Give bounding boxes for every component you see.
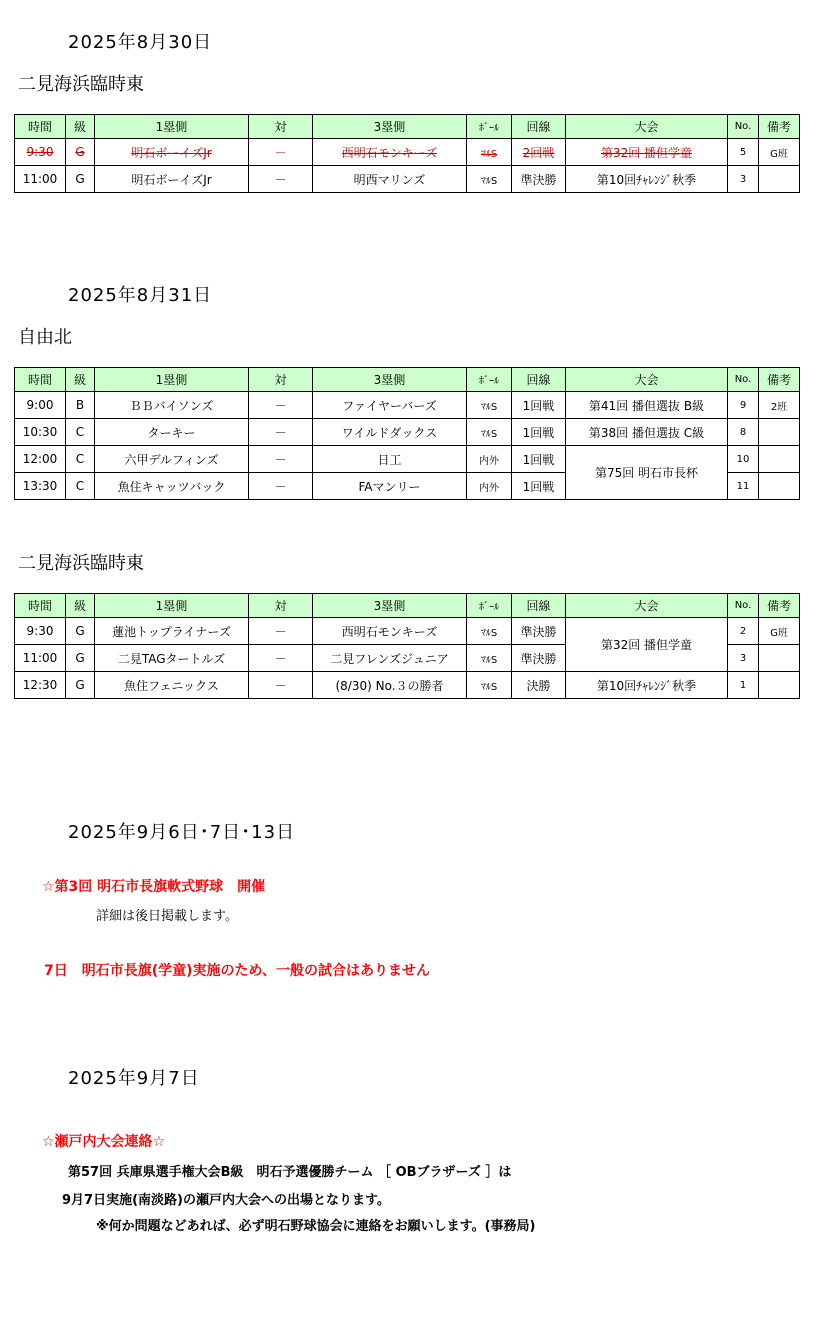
cell-third-base: 西明石モンキーズ — [341, 145, 438, 160]
header-round: 回線 — [512, 115, 566, 139]
cell-ball: ﾏﾙS — [467, 166, 512, 193]
date-heading: 2025年8月30日 — [68, 32, 213, 53]
setouchi-line-3: ※何か問題などあれば、必ず明石野球協会に連絡をお願いします。(事務局) — [96, 1219, 536, 1234]
header-third-base: 3塁側 — [313, 115, 467, 139]
header-ball: ﾎﾞｰﾙ — [467, 594, 512, 618]
venue-name: 二見海浜臨時東 — [18, 74, 144, 95]
schedule-table — [14, 593, 800, 699]
header-time: 時間 — [15, 115, 66, 139]
cell-third-base: ファイヤーバーズ — [313, 392, 467, 419]
table-row — [15, 419, 800, 446]
table-row — [15, 672, 800, 699]
cell-time: 9:30 — [15, 618, 66, 645]
header-vs: 対 — [249, 594, 313, 618]
cell-class: C — [66, 446, 95, 473]
cell-note: G班 — [770, 148, 788, 160]
cell-no: 9 — [728, 392, 759, 419]
cell-no: 2 — [728, 618, 759, 645]
cell-note — [759, 446, 800, 473]
table-header-row — [15, 594, 800, 618]
cell-note — [759, 473, 800, 500]
cell-round: 決勝 — [512, 672, 566, 699]
date-heading: 2025年8月31日 — [68, 285, 213, 306]
cell-no: 10 — [728, 446, 759, 473]
cell-ball: 内外 — [467, 473, 512, 500]
cell-ball: ﾏﾙS — [467, 672, 512, 699]
cell-round: 準決勝 — [512, 166, 566, 193]
table-header-row — [15, 115, 800, 139]
cell-round: 1回戦 — [512, 419, 566, 446]
cell-no: 3 — [728, 645, 759, 672]
cell-third-base: 明西マリンズ — [313, 166, 467, 193]
cell-time: 12:30 — [15, 672, 66, 699]
header-time: 時間 — [15, 594, 66, 618]
cell-note — [759, 166, 800, 193]
cell-round: 2回戦 — [522, 145, 555, 160]
table-row — [15, 166, 800, 193]
header-third-base: 3塁側 — [313, 594, 467, 618]
cell-vs: － — [249, 446, 313, 473]
header-tournament: 大会 — [566, 594, 728, 618]
cell-note — [759, 419, 800, 446]
header-vs: 対 — [249, 368, 313, 392]
cell-no: 1 — [728, 672, 759, 699]
cell-third-base: 二見フレンズジュニア — [313, 645, 467, 672]
cell-ball: ﾏﾙS — [467, 645, 512, 672]
header-note: 備考 — [759, 368, 800, 392]
header-note: 備考 — [759, 594, 800, 618]
cell-tournament: 第32回 播但学童 — [600, 145, 693, 160]
cell-class: B — [66, 392, 95, 419]
header-vs: 対 — [249, 115, 313, 139]
setouchi-line-1: 第57回 兵庫県選手権大会B級 明石予選優勝チーム ［ OBブラザーズ ］は — [68, 1165, 512, 1180]
cell-tournament: 第10回ﾁｬﾚﾝｼﾞ秋季 — [566, 166, 728, 193]
table-row — [15, 392, 800, 419]
date-heading: 2025年9月7日 — [68, 1068, 200, 1089]
cell-round: 1回戦 — [512, 446, 566, 473]
cell-first-base: 魚住キャッツバック — [95, 473, 249, 500]
header-time: 時間 — [15, 368, 66, 392]
cell-time: 13:30 — [15, 473, 66, 500]
cell-vs: － — [249, 166, 313, 193]
cell-class: C — [66, 419, 95, 446]
cell-round: 1回戦 — [512, 392, 566, 419]
cell-first-base: 魚住フェニックス — [95, 672, 249, 699]
venue-name: 二見海浜臨時東 — [18, 553, 144, 574]
setouchi-headline: ☆瀬戸内大会連絡☆ — [42, 1134, 166, 1150]
cell-vs: － — [249, 645, 313, 672]
cell-ball: ﾏﾙS — [467, 419, 512, 446]
cell-vs: － — [249, 672, 313, 699]
header-first-base: 1塁側 — [95, 115, 249, 139]
cell-time: 9:00 — [15, 392, 66, 419]
header-round: 回線 — [512, 594, 566, 618]
cell-vs: － — [274, 145, 287, 160]
header-no: No. — [728, 115, 759, 139]
venue-name: 自由北 — [18, 327, 72, 348]
cell-class: G — [75, 145, 85, 159]
cell-first-base: ターキー — [95, 419, 249, 446]
cell-tournament: 第32回 播但学童 — [566, 618, 728, 672]
cell-vs: － — [249, 419, 313, 446]
cell-ball: ﾏﾙS — [480, 148, 498, 160]
cell-ball: ﾏﾙS — [467, 618, 512, 645]
cell-tournament: 第41回 播但選抜 B級 — [566, 392, 728, 419]
cell-class: G — [66, 618, 95, 645]
cell-no: 3 — [728, 166, 759, 193]
cell-time: 12:00 — [15, 446, 66, 473]
schedule-table — [14, 114, 800, 193]
cell-first-base: 二見TAGタートルズ — [95, 645, 249, 672]
cell-class: G — [66, 645, 95, 672]
header-first-base: 1塁側 — [95, 594, 249, 618]
cell-ball: ﾏﾙS — [467, 392, 512, 419]
header-class: 級 — [66, 594, 95, 618]
cell-third-base: ワイルドダックス — [313, 419, 467, 446]
cell-vs: － — [249, 618, 313, 645]
cell-note: 2班 — [759, 392, 800, 419]
setouchi-line-2: 9月7日実施(南淡路)の瀬戸内大会への出場となります。 — [62, 1193, 390, 1208]
header-round: 回線 — [512, 368, 566, 392]
cell-round: 1回戦 — [512, 473, 566, 500]
header-first-base: 1塁側 — [95, 368, 249, 392]
cell-third-base: FAマンリー — [313, 473, 467, 500]
cell-time: 11:00 — [15, 166, 66, 193]
table-row — [15, 618, 800, 645]
event-detail: 詳細は後日掲載します。 — [96, 909, 238, 924]
header-no: No. — [728, 594, 759, 618]
cell-vs: － — [249, 392, 313, 419]
cell-third-base: 日工 — [313, 446, 467, 473]
header-no: No. — [728, 368, 759, 392]
header-class: 級 — [66, 115, 95, 139]
cell-time: 11:00 — [15, 645, 66, 672]
notice-text: 7日 明石市長旗(学童)実施のため、一般の試合はありません — [44, 963, 430, 979]
cell-first-base: 明石ボーイズJr — [95, 166, 249, 193]
date-heading: 2025年9月6日･7日･13日 — [68, 822, 296, 843]
cell-first-base: 蓮池トップライナーズ — [95, 618, 249, 645]
cell-round: 準決勝 — [512, 618, 566, 645]
schedule-table — [14, 367, 800, 500]
cell-note — [759, 672, 800, 699]
cell-note — [759, 645, 800, 672]
cell-vs: － — [249, 473, 313, 500]
cell-no: 11 — [728, 473, 759, 500]
header-ball: ﾎﾞｰﾙ — [467, 368, 512, 392]
cell-tournament: 第38回 播但選抜 C級 — [566, 419, 728, 446]
cell-no: 8 — [728, 419, 759, 446]
cell-time: 10:30 — [15, 419, 66, 446]
cell-class: G — [66, 166, 95, 193]
header-tournament: 大会 — [566, 115, 728, 139]
event-headline: ☆第3回 明石市長旗軟式野球 開催 — [42, 879, 266, 895]
cell-first-base: 六甲デルフィンズ — [95, 446, 249, 473]
table-row — [15, 446, 800, 473]
table-row-cancelled — [15, 139, 800, 166]
cell-no: 5 — [739, 146, 747, 158]
cell-time: 9:30 — [26, 145, 54, 159]
cell-first-base: 明石ボーイズJr — [131, 145, 212, 160]
cell-third-base: 西明石モンキーズ — [313, 618, 467, 645]
cell-round: 準決勝 — [512, 645, 566, 672]
cell-class: C — [66, 473, 95, 500]
cell-third-base: (8/30) No.３の勝者 — [313, 672, 467, 699]
cell-note: G班 — [759, 618, 800, 645]
cell-class: G — [66, 672, 95, 699]
header-class: 級 — [66, 368, 95, 392]
header-ball: ﾎﾞｰﾙ — [467, 115, 512, 139]
header-third-base: 3塁側 — [313, 368, 467, 392]
cell-first-base: ＢＢバイソンズ — [95, 392, 249, 419]
cell-ball: 内外 — [467, 446, 512, 473]
table-header-row — [15, 368, 800, 392]
header-tournament: 大会 — [566, 368, 728, 392]
cell-tournament: 第10回ﾁｬﾚﾝｼﾞ秋季 — [566, 672, 728, 699]
cell-tournament: 第75回 明石市長杯 — [566, 446, 728, 500]
header-note: 備考 — [759, 115, 800, 139]
